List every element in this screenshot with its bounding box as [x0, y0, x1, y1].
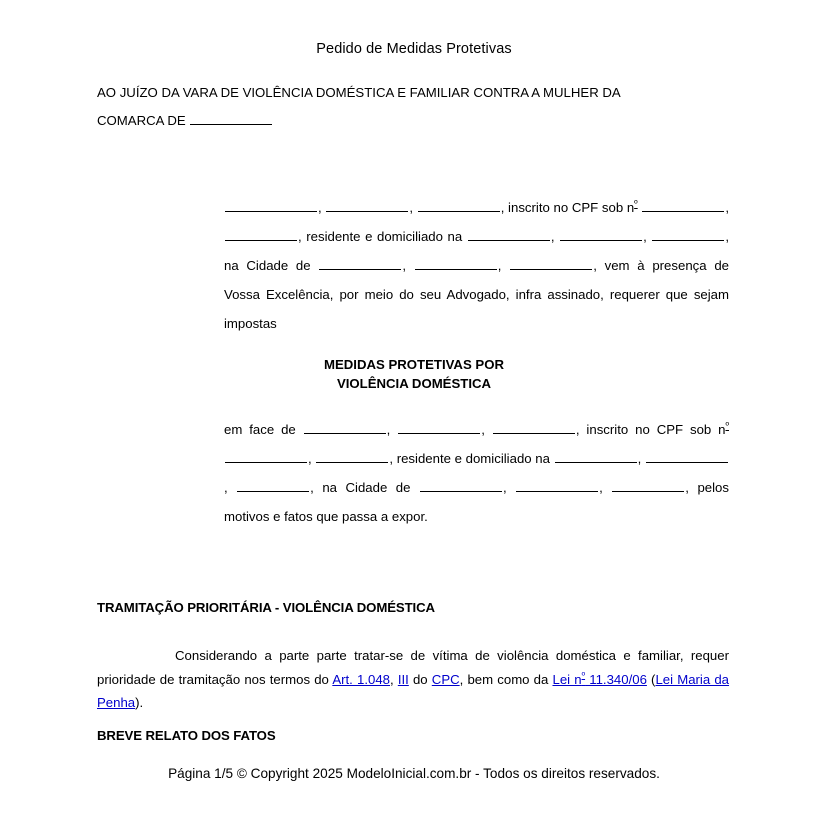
link-art-1048[interactable]: Art. 1.048 — [332, 671, 390, 687]
blank-field-p2-nacionalidade[interactable] — [398, 422, 480, 434]
blank-field-p2-cep[interactable] — [612, 480, 684, 492]
blank-field-p2-cidade[interactable] — [420, 480, 502, 492]
blank-field-p2-endereco[interactable] — [555, 451, 637, 463]
addressee-paragraph — [97, 79, 729, 135]
p2-sep-4: , — [308, 451, 312, 466]
p1-text-tail: , vem à presença de Vossa Excelência, por meio do seu Advogado, infra assinado, requerer que sejam impostas — [224, 258, 729, 331]
considerando-text-1: Considerando a parte parte tratar-se de vítima de violência doméstica e familiar, requer prioridade de tramitação nos termos do — [97, 648, 729, 687]
p1-sep-4: , — [725, 200, 730, 215]
addressee-comarca-label: COMARCA DE — [97, 113, 186, 128]
p1-sep-2: , — [409, 200, 414, 215]
party-two-paragraph — [224, 415, 729, 531]
tramitacao-prioritaria-heading: TRAMITAÇÃO PRIORITÁRIA - VIOLÊNCIA DOMÉSTICA — [97, 600, 435, 615]
page-footer: Página 1/5 © Copyright 2025 ModeloInicial.com.br - Todos os direitos reservados. — [168, 766, 660, 781]
blank-field-p1-cidade[interactable] — [319, 258, 401, 270]
party-one-paragraph — [224, 193, 729, 338]
p2-ordinal-1: º — [725, 420, 729, 432]
blank-field-p1-cpf[interactable] — [642, 200, 724, 212]
considerando-text-5: ( — [646, 671, 656, 687]
p1-sep-7: , — [643, 229, 647, 244]
p2-sep-10: , — [599, 480, 603, 495]
blank-field-p2-nome[interactable] — [304, 422, 386, 434]
blank-field-p1-numero[interactable] — [560, 229, 642, 241]
blank-field-p1-estado[interactable] — [415, 258, 497, 270]
p1-sep-1: , — [318, 200, 322, 215]
medidas-heading-line-2: VIOLÊNCIA DOMÉSTICA — [336, 376, 492, 391]
considerando-text-6: ). — [135, 695, 144, 710]
blank-field-p2-bairro[interactable] — [237, 480, 309, 492]
p1-text-cpf: , inscrito no CPF sob n — [500, 200, 635, 215]
p2-text-cidade: , na Cidade de — [310, 480, 411, 495]
blank-field-p1-endereco[interactable] — [468, 229, 550, 241]
addressee-line-1: AO JUÍZO DA VARA DE VIOLÊNCIA DOMÉSTICA E FAMILIAR CONTRA A MULHER DA — [97, 85, 621, 100]
blank-field-p1-cep[interactable] — [510, 258, 592, 270]
link-lei-prefix: Lei n — [552, 671, 582, 687]
considerando-paragraph — [97, 644, 729, 715]
p1-sep-10: , — [497, 258, 502, 273]
p1-text-cidade: , na Cidade de — [224, 229, 730, 273]
page-title: Pedido de Medidas Protetivas — [316, 41, 512, 57]
blank-field-comarca[interactable] — [190, 113, 272, 125]
p2-text-tail: , pelos motivos e fatos que passa a expor. — [224, 480, 729, 524]
blank-field-p1-nacionalidade[interactable] — [326, 200, 408, 212]
p1-ordinal-1: º — [634, 198, 638, 210]
link-lei-suffix: 11.340/06 — [585, 671, 647, 687]
considerando-text-4: , bem como da — [459, 671, 553, 687]
blank-field-p2-cpf[interactable] — [225, 451, 307, 463]
blank-field-p2-estadocivil[interactable] — [493, 422, 575, 434]
blank-field-p2-rg[interactable] — [316, 451, 388, 463]
considerando-text-2: , — [389, 671, 398, 687]
link-lei-maria-da-penha[interactable]: Lei Maria da Penha — [97, 671, 730, 710]
addressee-line-2 — [97, 107, 729, 135]
breve-relato-heading: BREVE RELATO DOS FATOS — [97, 728, 276, 743]
p2-sep-2: , — [481, 422, 485, 437]
blank-field-p1-estadocivil[interactable] — [418, 200, 500, 212]
p2-text-cpf: , inscrito no CPF sob n — [575, 422, 726, 437]
blank-field-p1-rg[interactable] — [225, 229, 297, 241]
p1-sep-9: , — [402, 258, 407, 273]
considerando-text-3: do — [408, 671, 432, 687]
link-inciso-iii[interactable]: III — [397, 671, 409, 687]
medidas-heading-line-1: MEDIDAS PROTETIVAS POR — [323, 357, 504, 372]
p2-sep-6: , — [637, 451, 642, 466]
p1-sep-6: , — [550, 229, 555, 244]
p2-sep-1: , — [386, 422, 391, 437]
p2-sep-9: , — [502, 480, 507, 495]
link-lei-ordinal: º — [581, 670, 586, 682]
blank-field-p2-numero[interactable] — [646, 451, 728, 463]
blank-field-p1-nome[interactable] — [225, 200, 317, 212]
medidas-protetivas-heading — [97, 355, 731, 393]
blank-field-p1-bairro[interactable] — [652, 229, 724, 241]
p1-text-residente: , residente e domiciliado na — [298, 229, 463, 244]
link-lei-11340[interactable] — [552, 672, 646, 687]
p2-text-residente: , residente e domiciliado na — [389, 451, 550, 466]
blank-field-p2-estado[interactable] — [516, 480, 598, 492]
link-cpc[interactable]: CPC — [431, 671, 460, 687]
p2-sep-7: , — [224, 480, 228, 495]
p2-text-emfacede: em face de — [224, 422, 296, 437]
